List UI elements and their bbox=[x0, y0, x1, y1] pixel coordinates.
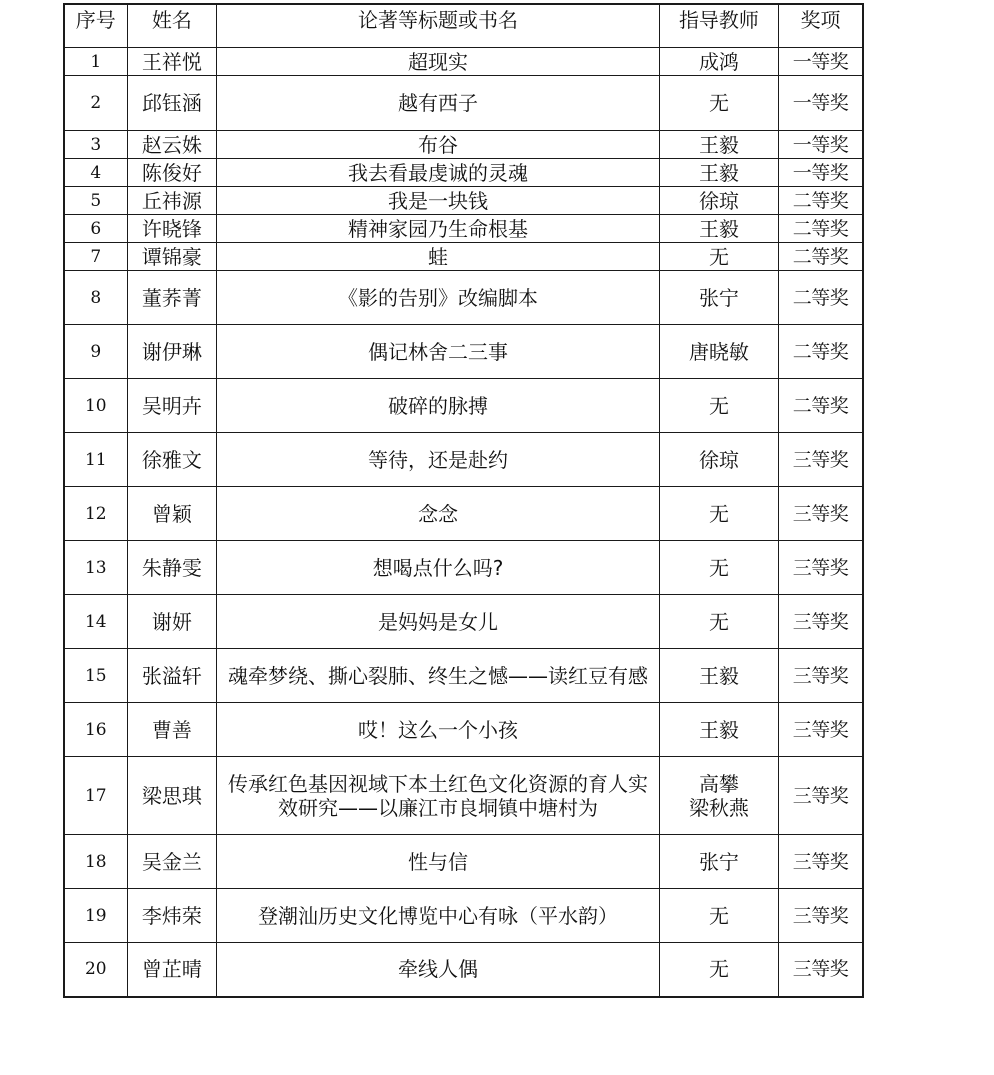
row-title: 我去看最虔诚的灵魂 bbox=[217, 159, 660, 187]
row-name: 谢妍 bbox=[127, 595, 217, 649]
table-row bbox=[64, 131, 863, 159]
row-award: 三等奖 bbox=[778, 541, 863, 595]
row-award: 一等奖 bbox=[778, 159, 863, 187]
table-row bbox=[64, 379, 863, 433]
row-name: 董荞菁 bbox=[127, 271, 217, 325]
row-teacher bbox=[659, 943, 778, 997]
row-teacher bbox=[659, 889, 778, 943]
row-seq: 3 bbox=[64, 131, 127, 159]
row-seq: 5 bbox=[64, 187, 127, 215]
teacher-name: 无 bbox=[708, 501, 729, 526]
table-row bbox=[64, 325, 863, 379]
row-seq: 15 bbox=[64, 649, 127, 703]
row-title: 牵线人偶 bbox=[217, 943, 660, 997]
row-name: 赵云姝 bbox=[127, 131, 217, 159]
table-row bbox=[64, 835, 863, 889]
teacher-name: 王毅 bbox=[698, 132, 739, 157]
row-teacher bbox=[659, 433, 778, 487]
row-name: 张溢轩 bbox=[127, 649, 217, 703]
table-row bbox=[64, 48, 863, 76]
row-seq: 8 bbox=[64, 271, 127, 325]
row-seq: 17 bbox=[64, 757, 127, 835]
header-award: 奖项 bbox=[778, 4, 863, 48]
row-award: 三等奖 bbox=[778, 487, 863, 541]
table-row bbox=[64, 215, 863, 243]
row-title: 性与信 bbox=[217, 835, 660, 889]
row-award: 三等奖 bbox=[778, 595, 863, 649]
row-title: 传承红色基因视域下本土红色文化资源的育人实效研究——以廉江市良垌镇中塘村为 bbox=[217, 757, 660, 835]
teacher-name: 张宁 bbox=[698, 849, 739, 874]
row-title: 念念 bbox=[217, 487, 660, 541]
row-seq: 10 bbox=[64, 379, 127, 433]
row-award: 三等奖 bbox=[778, 889, 863, 943]
row-award: 二等奖 bbox=[778, 325, 863, 379]
teacher-name: 无 bbox=[708, 957, 729, 982]
row-teacher bbox=[659, 48, 778, 76]
row-name: 李炜荣 bbox=[127, 889, 217, 943]
row-award: 二等奖 bbox=[778, 243, 863, 271]
row-name: 谢伊琳 bbox=[127, 325, 217, 379]
row-title: 哎！这么一个小孩 bbox=[217, 703, 660, 757]
table-row bbox=[64, 943, 863, 997]
teacher-name: 王毅 bbox=[698, 717, 739, 742]
row-title: 越有西子 bbox=[217, 76, 660, 131]
row-award: 三等奖 bbox=[778, 433, 863, 487]
teacher-name: 徐琼 bbox=[698, 188, 739, 213]
row-teacher bbox=[659, 187, 778, 215]
row-name: 曾芷晴 bbox=[127, 943, 217, 997]
row-award: 一等奖 bbox=[778, 48, 863, 76]
row-title: 登潮汕历史文化博览中心有咏（平水韵） bbox=[217, 889, 660, 943]
row-seq: 2 bbox=[64, 76, 127, 131]
row-seq: 13 bbox=[64, 541, 127, 595]
row-award: 二等奖 bbox=[778, 271, 863, 325]
row-seq: 16 bbox=[64, 703, 127, 757]
row-title: 偶记林舍二三事 bbox=[217, 325, 660, 379]
row-award: 一等奖 bbox=[778, 131, 863, 159]
teacher-name: 王毅 bbox=[698, 663, 739, 688]
row-name: 谭锦豪 bbox=[127, 243, 217, 271]
teacher-name: 无 bbox=[708, 91, 729, 115]
row-title: 魂牵梦绕、撕心裂肺、终生之憾——读红豆有感 bbox=[217, 649, 660, 703]
row-award: 三等奖 bbox=[778, 703, 863, 757]
row-name: 陈俊好 bbox=[127, 159, 217, 187]
header-row bbox=[64, 4, 863, 48]
row-name: 徐雅文 bbox=[127, 433, 217, 487]
row-title: 蛙 bbox=[217, 243, 660, 271]
teacher-name: 成鸿 bbox=[698, 49, 739, 74]
table-row bbox=[64, 76, 863, 131]
row-award: 三等奖 bbox=[778, 757, 863, 835]
table-row bbox=[64, 649, 863, 703]
row-award: 三等奖 bbox=[778, 835, 863, 889]
row-teacher bbox=[659, 325, 778, 379]
row-teacher bbox=[659, 541, 778, 595]
row-seq: 19 bbox=[64, 889, 127, 943]
teacher-name: 王毅 bbox=[698, 160, 739, 185]
row-name: 梁思琪 bbox=[127, 757, 217, 835]
row-title: 《影的告别》改编脚本 bbox=[217, 271, 660, 325]
teacher-name: 高攀 bbox=[698, 771, 739, 796]
table-body bbox=[64, 48, 863, 997]
row-title: 精神家园乃生命根基 bbox=[217, 215, 660, 243]
header-title: 论著等标题或书名 bbox=[217, 4, 660, 48]
teacher-name: 无 bbox=[708, 244, 729, 269]
row-award: 一等奖 bbox=[778, 76, 863, 131]
teacher-name: 徐琼 bbox=[698, 447, 739, 472]
row-name: 吴金兰 bbox=[127, 835, 217, 889]
row-name: 丘祎源 bbox=[127, 187, 217, 215]
row-name: 曾颖 bbox=[127, 487, 217, 541]
header-seq: 序号 bbox=[64, 4, 127, 48]
row-teacher bbox=[659, 243, 778, 271]
row-award: 二等奖 bbox=[778, 215, 863, 243]
row-award: 二等奖 bbox=[778, 187, 863, 215]
teacher-name: 张宁 bbox=[698, 285, 739, 310]
row-teacher bbox=[659, 131, 778, 159]
table-row bbox=[64, 243, 863, 271]
row-seq: 9 bbox=[64, 325, 127, 379]
teacher-name: 无 bbox=[708, 393, 729, 418]
row-seq: 12 bbox=[64, 487, 127, 541]
row-teacher bbox=[659, 835, 778, 889]
row-seq: 11 bbox=[64, 433, 127, 487]
teacher-name: 无 bbox=[708, 555, 729, 580]
table-row bbox=[64, 703, 863, 757]
row-teacher bbox=[659, 271, 778, 325]
row-teacher bbox=[659, 215, 778, 243]
table-row bbox=[64, 159, 863, 187]
row-teacher bbox=[659, 487, 778, 541]
teacher-name: 无 bbox=[708, 609, 729, 634]
row-teacher bbox=[659, 595, 778, 649]
row-award: 三等奖 bbox=[778, 943, 863, 997]
row-teacher bbox=[659, 159, 778, 187]
table-row bbox=[64, 271, 863, 325]
table-row bbox=[64, 487, 863, 541]
table-row bbox=[64, 757, 863, 835]
row-name: 吴明卉 bbox=[127, 379, 217, 433]
row-title: 破碎的脉搏 bbox=[217, 379, 660, 433]
award-table bbox=[63, 3, 864, 998]
table-header bbox=[64, 4, 863, 48]
row-name: 许晓锋 bbox=[127, 215, 217, 243]
table-row bbox=[64, 889, 863, 943]
row-title: 超现实 bbox=[217, 48, 660, 76]
row-teacher bbox=[659, 757, 778, 835]
row-teacher bbox=[659, 649, 778, 703]
row-name: 邱钰涵 bbox=[127, 76, 217, 131]
row-name: 王祥悦 bbox=[127, 48, 217, 76]
teacher-name: 梁秋燕 bbox=[688, 795, 749, 820]
table-row bbox=[64, 187, 863, 215]
row-name: 曹善 bbox=[127, 703, 217, 757]
row-seq: 18 bbox=[64, 835, 127, 889]
teacher-name: 无 bbox=[708, 903, 729, 928]
row-award: 三等奖 bbox=[778, 649, 863, 703]
row-teacher bbox=[659, 76, 778, 131]
row-seq: 14 bbox=[64, 595, 127, 649]
table-row bbox=[64, 595, 863, 649]
table-row bbox=[64, 433, 863, 487]
row-title: 等待，还是赴约 bbox=[217, 433, 660, 487]
teacher-name: 唐晓敏 bbox=[688, 339, 749, 364]
row-title: 我是一块钱 bbox=[217, 187, 660, 215]
row-title: 是妈妈是女儿 bbox=[217, 595, 660, 649]
header-teacher: 指导教师 bbox=[659, 4, 778, 48]
row-title: 布谷 bbox=[217, 131, 660, 159]
row-seq: 4 bbox=[64, 159, 127, 187]
row-teacher bbox=[659, 703, 778, 757]
header-name: 姓名 bbox=[127, 4, 217, 48]
row-seq: 1 bbox=[64, 48, 127, 76]
row-seq: 6 bbox=[64, 215, 127, 243]
row-award: 二等奖 bbox=[778, 379, 863, 433]
row-teacher bbox=[659, 379, 778, 433]
row-seq: 20 bbox=[64, 943, 127, 997]
row-name: 朱静雯 bbox=[127, 541, 217, 595]
row-title: 想喝点什么吗? bbox=[217, 541, 660, 595]
table-row bbox=[64, 541, 863, 595]
row-seq: 7 bbox=[64, 243, 127, 271]
teacher-name: 王毅 bbox=[698, 216, 739, 241]
